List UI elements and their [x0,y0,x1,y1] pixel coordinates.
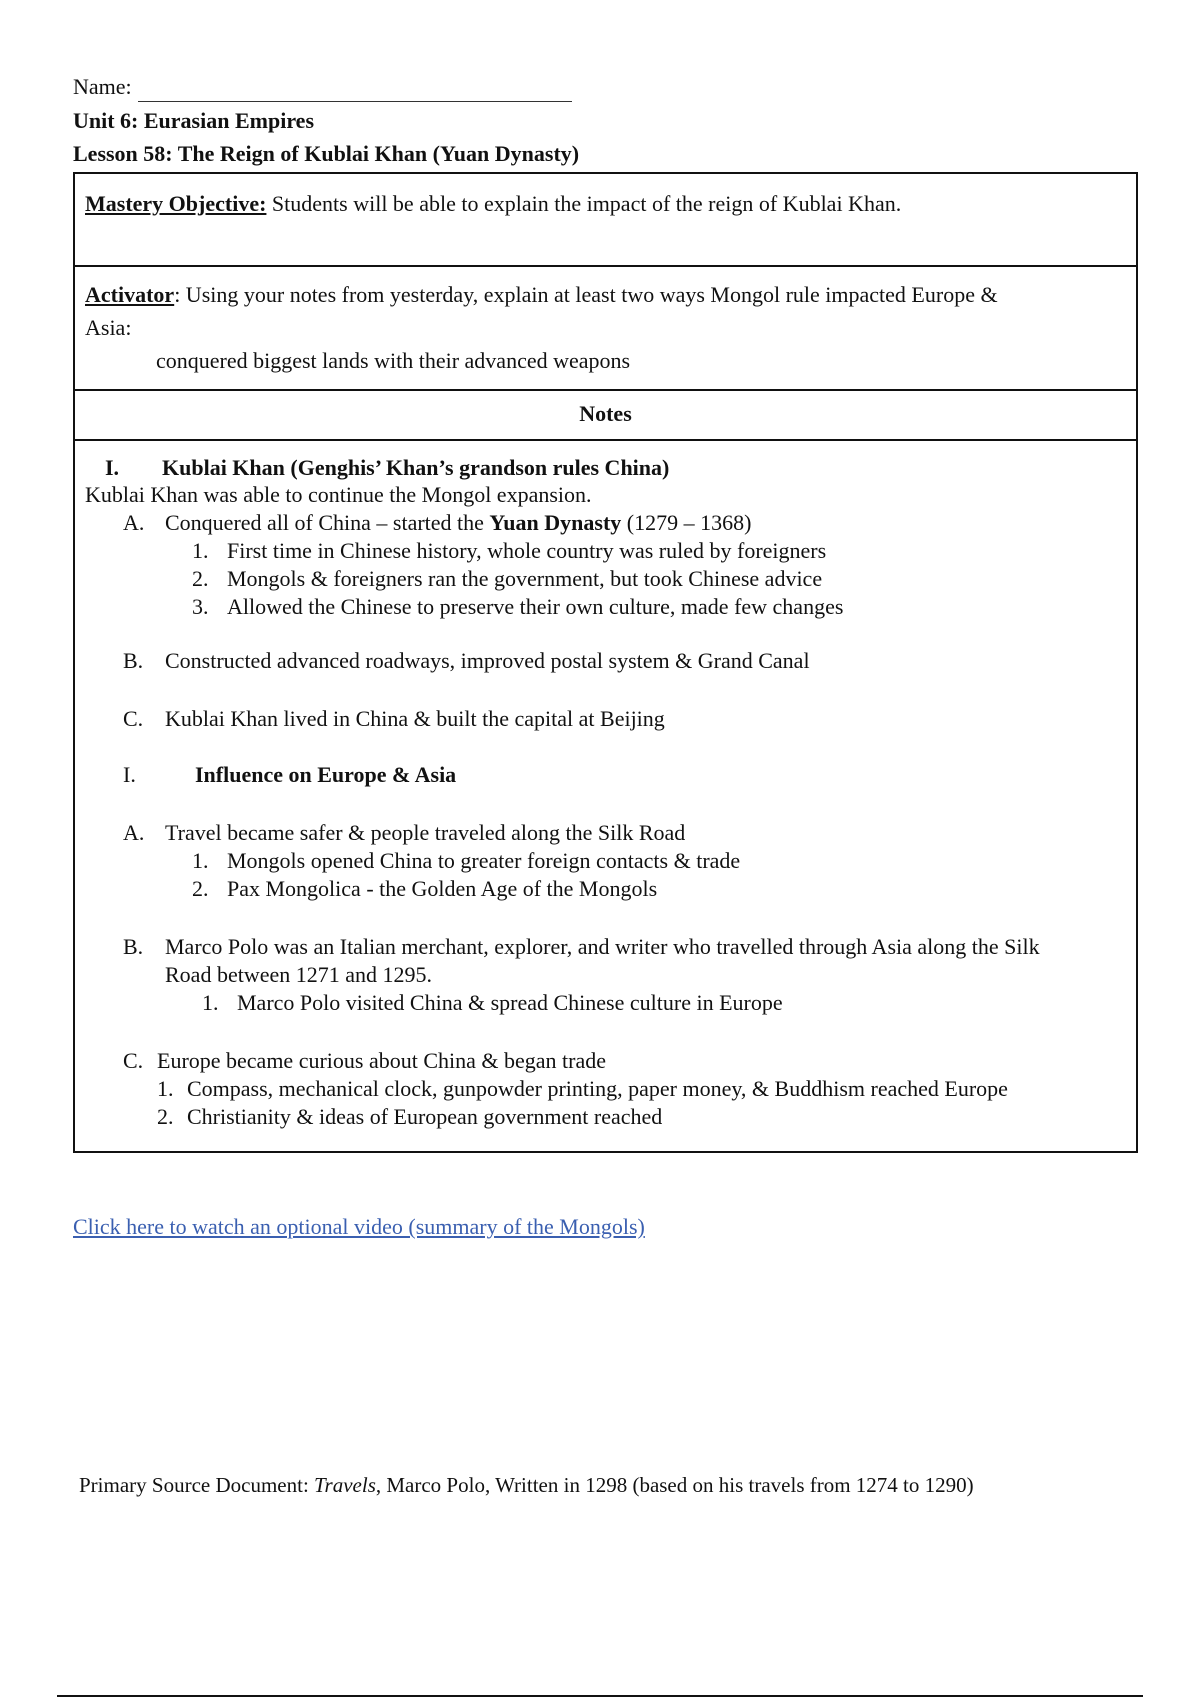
section-1-intro: Kublai Khan was able to continue the Mongol expansion. [85,482,592,507]
mastery-objective-cell [73,172,1138,267]
list-item: 1. Marco Polo visited China & spread Chinese culture in Europe [202,990,783,1015]
section-2-title: Influence on Europe & Asia [195,762,457,787]
bottom-divider [57,1695,1143,1697]
section-1-heading [105,454,669,482]
list-item: 1. First time in Chinese history, whole country was ruled by foreigners [192,538,827,563]
mastery-objective-text [85,187,901,220]
yuan-dynasty-term: Yuan Dynasty [489,510,622,535]
activator-cell [73,265,1138,391]
mastery-objective-label: Mastery Objective: [85,191,267,216]
list-item: 3. Allowed the Chinese to preserve their own culture, made few changes [192,594,844,619]
list-item: 2. Mongols & foreigners ran the government, but took Chinese advice [192,566,823,591]
list-item: C. Europe became curious about China & began trade [123,1048,607,1073]
section-1-title: Kublai Khan (Genghis’ Khan’s grandson rules China) [162,455,670,480]
list-item-continuation: Road between 1271 and 1295. [165,962,432,987]
notes-header-cell [73,389,1138,441]
name-label: Name: [73,74,132,99]
primary-source-caption: Primary Source Document: Travels, Marco Polo, Written in 1298 (based on his travels from 1274 to 1290) [79,1473,974,1497]
primary-source-title: Travels [314,1473,376,1497]
lesson-title: Lesson 58: The Reign of Kublai Khan (Yuan Dynasty) [73,141,580,166]
activator-label: Activator [85,282,175,307]
list-item: B. Marco Polo was an Italian merchant, explorer, and writer who travelled through Asia along the Silk [123,934,1040,959]
activator-answer: conquered biggest lands with their advanced weapons [156,348,631,373]
mastery-objective-body: Students will be able to explain the impact of the reign of Kublai Khan. [266,191,902,216]
list-item: 2. Pax Mongolica - the Golden Age of the Mongols [192,876,658,901]
list-item: 1. Mongols opened China to greater foreign contacts & trade [192,848,741,873]
activator-prompt [85,278,998,311]
notes-body-cell [73,439,1138,1153]
name-field-row [73,72,572,102]
notes-title: Notes [579,401,632,426]
unit-title: Unit 6: Eurasian Empires [73,108,315,133]
list-item: A. Conquered all of China – started the Yuan Dynasty (1279 – 1368) [123,510,752,535]
section-2-heading [123,761,456,789]
list-item: 2. Christianity & ideas of European government reached [157,1104,663,1129]
section-1-marker: I. [105,455,120,480]
list-item: A. Travel became safer & people traveled along the Silk Road [123,820,686,845]
list-item: C. Kublai Khan lived in China & built the capital at Beijing [123,706,665,731]
name-input-line[interactable] [138,77,572,102]
list-item: B. Constructed advanced roadways, improved postal system & Grand Canal [123,648,810,673]
section-2-marker: I. [123,762,136,787]
optional-video-link[interactable]: Click here to watch an optional video (summary of the Mongols) [73,1214,645,1239]
activator-text: : Using your notes from yesterday, explain at least two ways Mongol rule impacted Europe & [174,282,998,307]
list-item: 1. Compass, mechanical clock, gunpowder printing, paper money, & Buddhism reached Europe [157,1076,1008,1101]
activator-prompt-cont: Asia: [85,315,132,340]
